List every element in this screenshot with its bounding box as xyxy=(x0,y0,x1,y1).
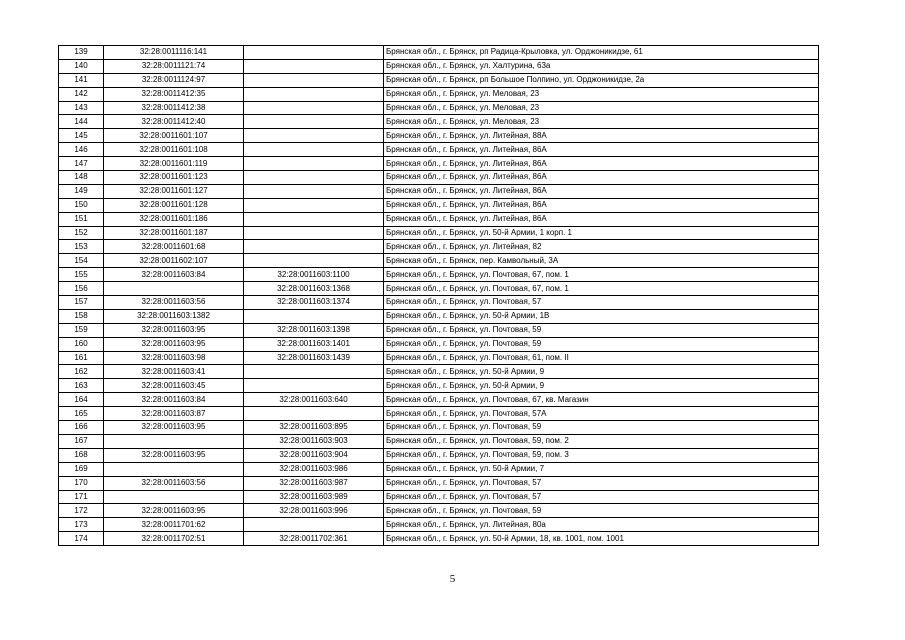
row-number: 171 xyxy=(59,490,104,504)
building-cadastral-number xyxy=(244,184,384,198)
table-row xyxy=(59,157,819,171)
land-cadastral-number: 32:28:0011601:128 xyxy=(104,198,244,212)
address: Брянская обл., г. Брянск, ул. Почтовая, 59 xyxy=(384,337,819,351)
address: Брянская обл., г. Брянск, рп Большое Полпино, ул. Орджоникидзе, 2а xyxy=(384,73,819,87)
address: Брянская обл., г. Брянск, ул. Литейная, 86А xyxy=(384,157,819,171)
row-number: 159 xyxy=(59,323,104,337)
address: Брянская обл., г. Брянск, ул. 50-й Армии, 1 корп. 1 xyxy=(384,226,819,240)
table-row xyxy=(59,448,819,462)
table-row xyxy=(59,476,819,490)
building-cadastral-number: 32:28:0011603:895 xyxy=(244,421,384,435)
table-row xyxy=(59,115,819,129)
building-cadastral-number xyxy=(244,143,384,157)
address: Брянская обл., г. Брянск, ул. Литейная, 86А xyxy=(384,184,819,198)
table-row xyxy=(59,101,819,115)
address: Брянская обл., г. Брянск, ул. Меловая, 23 xyxy=(384,87,819,101)
row-number: 166 xyxy=(59,421,104,435)
building-cadastral-number xyxy=(244,379,384,393)
building-cadastral-number: 32:28:0011603:1100 xyxy=(244,268,384,282)
row-number: 157 xyxy=(59,296,104,310)
table-row xyxy=(59,462,819,476)
address: Брянская обл., г. Брянск, ул. Литейная, 88А xyxy=(384,129,819,143)
building-cadastral-number xyxy=(244,240,384,254)
address: Брянская обл., г. Брянск, ул. Литейная, 86А xyxy=(384,171,819,185)
address: Брянская обл., г. Брянск, ул. 50-й Армии, 1В xyxy=(384,309,819,323)
land-cadastral-number xyxy=(104,462,244,476)
land-cadastral-number: 32:28:0011412:40 xyxy=(104,115,244,129)
building-cadastral-number xyxy=(244,157,384,171)
row-number: 154 xyxy=(59,254,104,268)
building-cadastral-number: 32:28:0011603:1401 xyxy=(244,337,384,351)
table-row xyxy=(59,337,819,351)
building-cadastral-number xyxy=(244,129,384,143)
address: Брянская обл., г. Брянск, рп Радица-Крыловка, ул. Орджоникидзе, 61 xyxy=(384,46,819,60)
address: Брянская обл., г. Брянск, ул. 50-й Армии, 18, кв. 1001, пом. 1001 xyxy=(384,532,819,546)
land-cadastral-number: 32:28:0011603:95 xyxy=(104,421,244,435)
table-row xyxy=(59,296,819,310)
table-row xyxy=(59,393,819,407)
address: Брянская обл., г. Брянск, ул. Почтовая, 67, пом. 1 xyxy=(384,282,819,296)
table-row xyxy=(59,532,819,546)
row-number: 163 xyxy=(59,379,104,393)
table-row xyxy=(59,73,819,87)
row-number: 160 xyxy=(59,337,104,351)
row-number: 165 xyxy=(59,407,104,421)
table-row xyxy=(59,379,819,393)
building-cadastral-number: 32:28:0011603:1368 xyxy=(244,282,384,296)
address: Брянская обл., г. Брянск, ул. 50-й Армии, 9 xyxy=(384,379,819,393)
row-number: 172 xyxy=(59,504,104,518)
building-cadastral-number: 32:28:0011603:1398 xyxy=(244,323,384,337)
land-cadastral-number: 32:28:0011116:141 xyxy=(104,46,244,60)
table-row xyxy=(59,351,819,365)
row-number: 145 xyxy=(59,129,104,143)
building-cadastral-number: 32:28:0011603:986 xyxy=(244,462,384,476)
land-cadastral-number: 32:28:0011124:97 xyxy=(104,73,244,87)
land-cadastral-number: 32:28:0011601:123 xyxy=(104,171,244,185)
address: Брянская обл., г. Брянск, ул. Почтовая, 59 xyxy=(384,421,819,435)
building-cadastral-number xyxy=(244,198,384,212)
table-row xyxy=(59,254,819,268)
building-cadastral-number xyxy=(244,365,384,379)
row-number: 156 xyxy=(59,282,104,296)
table-row xyxy=(59,143,819,157)
building-cadastral-number xyxy=(244,171,384,185)
address: Брянская обл., г. Брянск, ул. 50-й Армии, 9 xyxy=(384,365,819,379)
address: Брянская обл., г. Брянск, ул. Меловая, 23 xyxy=(384,115,819,129)
row-number: 143 xyxy=(59,101,104,115)
land-cadastral-number: 32:28:0011602:107 xyxy=(104,254,244,268)
building-cadastral-number xyxy=(244,115,384,129)
building-cadastral-number xyxy=(244,212,384,226)
row-number: 144 xyxy=(59,115,104,129)
land-cadastral-number: 32:28:0011121:74 xyxy=(104,59,244,73)
page-number: 5 xyxy=(449,573,456,585)
table-row xyxy=(59,282,819,296)
building-cadastral-number xyxy=(244,226,384,240)
land-cadastral-number: 32:28:0011603:95 xyxy=(104,323,244,337)
address: Брянская обл., г. Брянск, ул. Меловая, 23 xyxy=(384,101,819,115)
building-cadastral-number xyxy=(244,101,384,115)
table-row xyxy=(59,434,819,448)
building-cadastral-number xyxy=(244,309,384,323)
building-cadastral-number: 32:28:0011603:904 xyxy=(244,448,384,462)
building-cadastral-number: 32:28:0011702:361 xyxy=(244,532,384,546)
building-cadastral-number: 32:28:0011603:1374 xyxy=(244,296,384,310)
address: Брянская обл., г. Брянск, ул. Литейная, 86А xyxy=(384,143,819,157)
address: Брянская обл., г. Брянск, ул. Почтовая, 61, пом. II xyxy=(384,351,819,365)
table-row xyxy=(59,421,819,435)
row-number: 152 xyxy=(59,226,104,240)
land-cadastral-number xyxy=(104,434,244,448)
row-number: 142 xyxy=(59,87,104,101)
row-number: 161 xyxy=(59,351,104,365)
table-row xyxy=(59,323,819,337)
row-number: 169 xyxy=(59,462,104,476)
address: Брянская обл., г. Брянск, ул. Халтурина, 63а xyxy=(384,59,819,73)
land-cadastral-number: 32:28:0011701:62 xyxy=(104,518,244,532)
land-cadastral-number xyxy=(104,490,244,504)
table-row xyxy=(59,184,819,198)
land-cadastral-number: 32:28:0011601:127 xyxy=(104,184,244,198)
table-row xyxy=(59,365,819,379)
row-number: 148 xyxy=(59,171,104,185)
table-row xyxy=(59,490,819,504)
building-cadastral-number: 32:28:0011603:996 xyxy=(244,504,384,518)
table-row xyxy=(59,46,819,60)
address: Брянская обл., г. Брянск, ул. Почтовая, 67, пом. 1 xyxy=(384,268,819,282)
land-cadastral-number: 32:28:0011603:56 xyxy=(104,476,244,490)
address: Брянская обл., г. Брянск, ул. Литейная, 86А xyxy=(384,198,819,212)
table-row xyxy=(59,59,819,73)
address: Брянская обл., г. Брянск, ул. Почтовая, 59, пом. 2 xyxy=(384,434,819,448)
row-number: 155 xyxy=(59,268,104,282)
land-cadastral-number xyxy=(104,282,244,296)
row-number: 168 xyxy=(59,448,104,462)
land-cadastral-number: 32:28:0011601:107 xyxy=(104,129,244,143)
land-cadastral-number: 32:28:0011603:95 xyxy=(104,337,244,351)
row-number: 158 xyxy=(59,309,104,323)
row-number: 167 xyxy=(59,434,104,448)
table-body xyxy=(59,46,819,546)
building-cadastral-number: 32:28:0011603:1439 xyxy=(244,351,384,365)
land-cadastral-number: 32:28:0011603:87 xyxy=(104,407,244,421)
land-cadastral-number: 32:28:0011603:45 xyxy=(104,379,244,393)
row-number: 151 xyxy=(59,212,104,226)
address: Брянская обл., г. Брянск, ул. Почтовая, 57 xyxy=(384,490,819,504)
row-number: 164 xyxy=(59,393,104,407)
row-number: 170 xyxy=(59,476,104,490)
address: Брянская обл., г. Брянск, ул. Литейная, 86А xyxy=(384,212,819,226)
building-cadastral-number: 32:28:0011603:989 xyxy=(244,490,384,504)
table-row xyxy=(59,226,819,240)
table-row xyxy=(59,309,819,323)
building-cadastral-number: 32:28:0011603:640 xyxy=(244,393,384,407)
land-cadastral-number: 32:28:0011603:95 xyxy=(104,504,244,518)
building-cadastral-number xyxy=(244,87,384,101)
address: Брянская обл., г. Брянск, ул. Почтовая, 57 xyxy=(384,476,819,490)
land-cadastral-number: 32:28:0011603:56 xyxy=(104,296,244,310)
address: Брянская обл., г. Брянск, пер. Камвольный, 3А xyxy=(384,254,819,268)
address: Брянская обл., г. Брянск, ул. Почтовая, 67, кв. Магазин xyxy=(384,393,819,407)
building-cadastral-number xyxy=(244,518,384,532)
address: Брянская обл., г. Брянск, ул. Литейная, 82 xyxy=(384,240,819,254)
row-number: 150 xyxy=(59,198,104,212)
address: Брянская обл., г. Брянск, ул. 50-й Армии, 7 xyxy=(384,462,819,476)
building-cadastral-number xyxy=(244,46,384,60)
building-cadastral-number xyxy=(244,254,384,268)
land-cadastral-number: 32:28:0011603:84 xyxy=(104,393,244,407)
table-row xyxy=(59,198,819,212)
row-number: 139 xyxy=(59,46,104,60)
table-row xyxy=(59,129,819,143)
row-number: 147 xyxy=(59,157,104,171)
land-cadastral-number: 32:28:0011601:68 xyxy=(104,240,244,254)
land-cadastral-number: 32:28:0011603:98 xyxy=(104,351,244,365)
property-table xyxy=(58,45,819,546)
row-number: 141 xyxy=(59,73,104,87)
land-cadastral-number: 32:28:0011603:95 xyxy=(104,448,244,462)
building-cadastral-number xyxy=(244,407,384,421)
building-cadastral-number xyxy=(244,73,384,87)
land-cadastral-number: 32:28:0011601:187 xyxy=(104,226,244,240)
address: Брянская обл., г. Брянск, ул. Литейная, 80а xyxy=(384,518,819,532)
row-number: 149 xyxy=(59,184,104,198)
land-cadastral-number: 32:28:0011603:41 xyxy=(104,365,244,379)
row-number: 162 xyxy=(59,365,104,379)
table-row xyxy=(59,87,819,101)
land-cadastral-number: 32:28:0011412:38 xyxy=(104,101,244,115)
land-cadastral-number: 32:28:0011601:108 xyxy=(104,143,244,157)
address: Брянская обл., г. Брянск, ул. Почтовая, 57 xyxy=(384,296,819,310)
table-row xyxy=(59,518,819,532)
land-cadastral-number: 32:28:0011601:119 xyxy=(104,157,244,171)
address: Брянская обл., г. Брянск, ул. Почтовая, 59 xyxy=(384,504,819,518)
building-cadastral-number: 32:28:0011603:903 xyxy=(244,434,384,448)
table-row xyxy=(59,268,819,282)
land-cadastral-number: 32:28:0011603:1382 xyxy=(104,309,244,323)
row-number: 140 xyxy=(59,59,104,73)
table-row xyxy=(59,212,819,226)
row-number: 174 xyxy=(59,532,104,546)
land-cadastral-number: 32:28:0011603:84 xyxy=(104,268,244,282)
table-row xyxy=(59,407,819,421)
row-number: 153 xyxy=(59,240,104,254)
table-row xyxy=(59,240,819,254)
row-number: 173 xyxy=(59,518,104,532)
land-cadastral-number: 32:28:0011601:186 xyxy=(104,212,244,226)
address: Брянская обл., г. Брянск, ул. Почтовая, 59 xyxy=(384,323,819,337)
table-row xyxy=(59,171,819,185)
land-cadastral-number: 32:28:0011702:51 xyxy=(104,532,244,546)
land-cadastral-number: 32:28:0011412:35 xyxy=(104,87,244,101)
address: Брянская обл., г. Брянск, ул. Почтовая, 59, пом. 3 xyxy=(384,448,819,462)
table-row xyxy=(59,504,819,518)
address: Брянская обл., г. Брянск, ул. Почтовая, 57А xyxy=(384,407,819,421)
building-cadastral-number: 32:28:0011603:987 xyxy=(244,476,384,490)
row-number: 146 xyxy=(59,143,104,157)
building-cadastral-number xyxy=(244,59,384,73)
